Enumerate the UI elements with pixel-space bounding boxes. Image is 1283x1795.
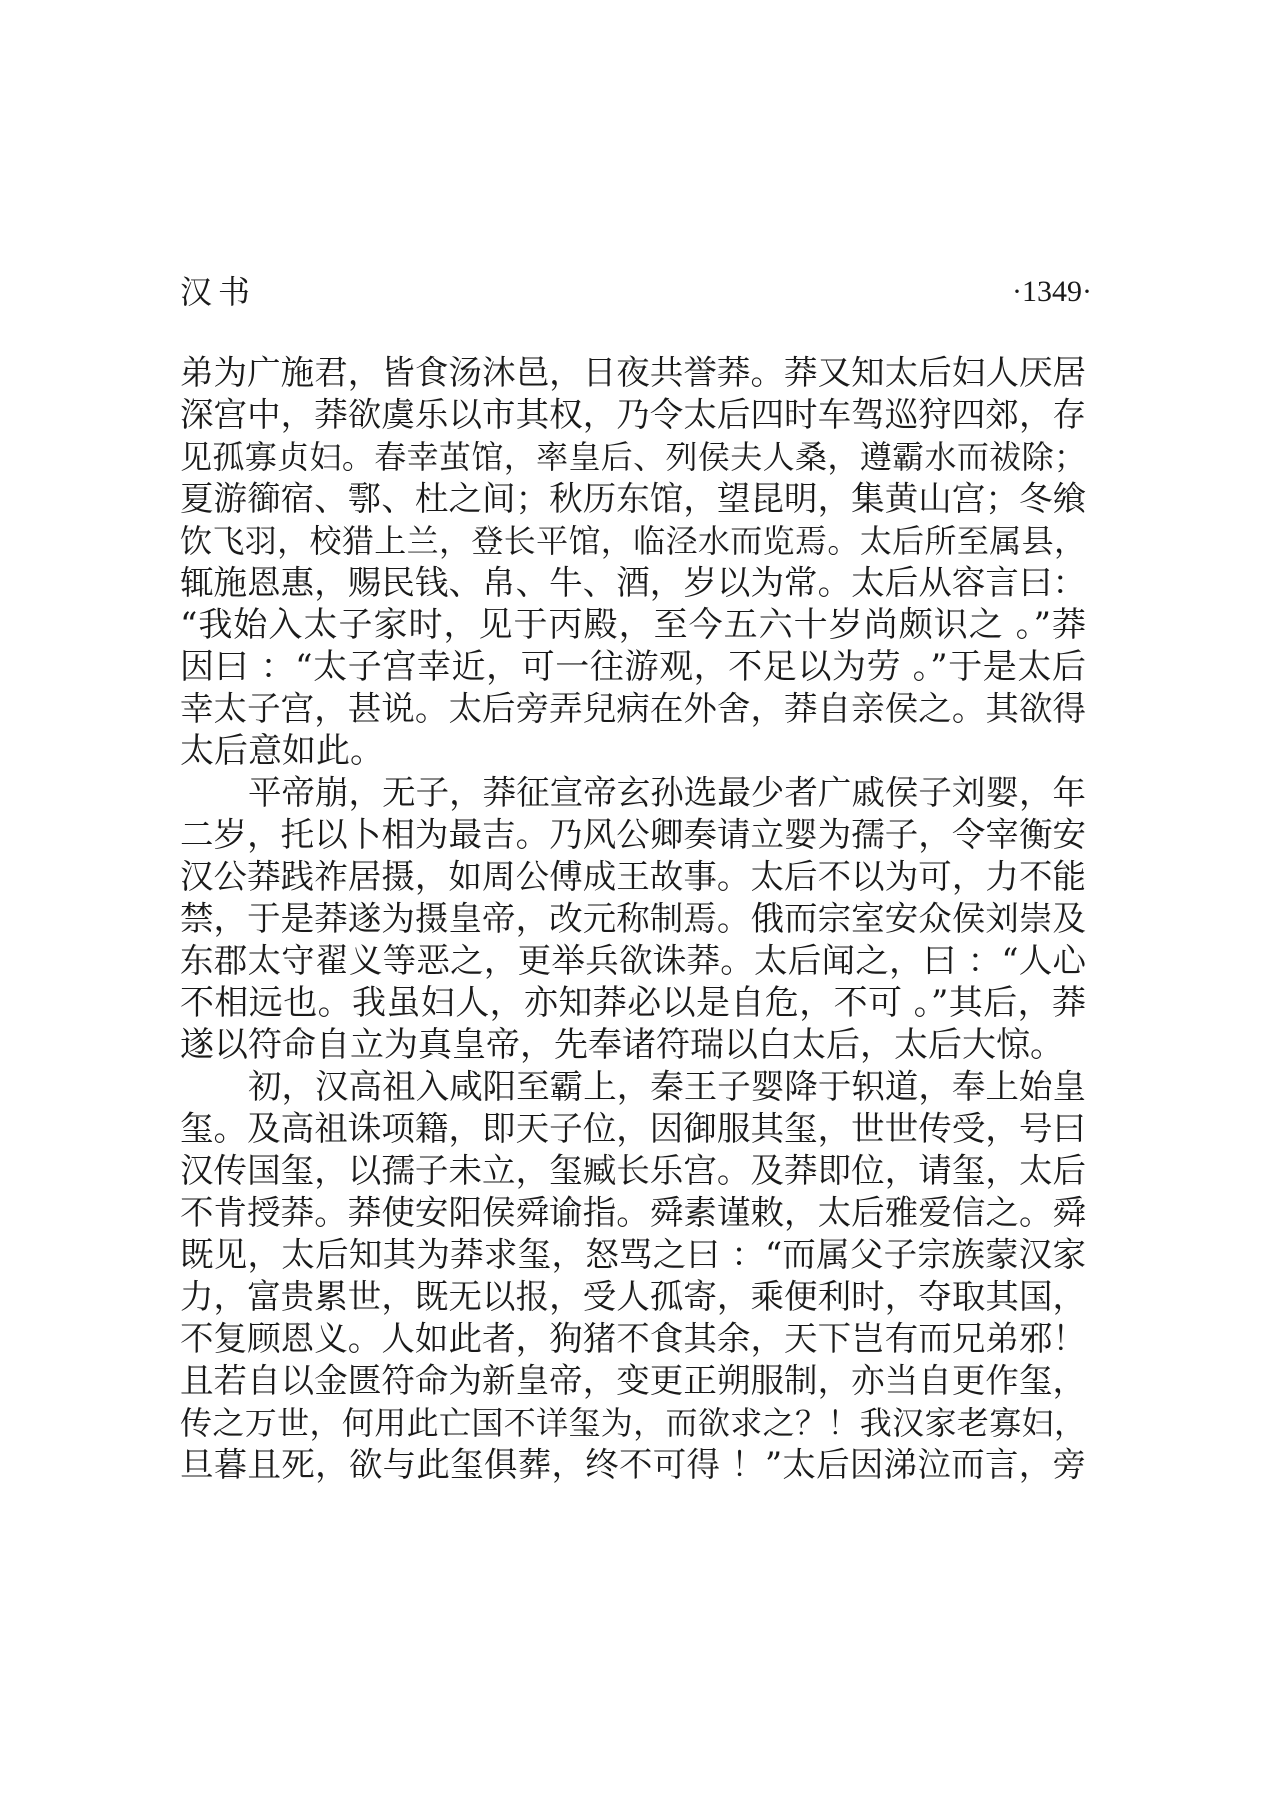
text-line: 平帝崩，无子，莽征宣帝玄孙选最少者广戚侯子刘婴，年 (248, 773, 1086, 812)
text-line: 因曰 ：“太子宫幸近，可一往游观，不足以为劳 。”于是太后 (180, 647, 1086, 687)
text-line: 夏游篽宿、鄠、杜之间；秋历东馆，望昆明，集黄山宫；冬飨 (180, 479, 1086, 518)
text-line: 旦暮且死，欲与此玺俱葬，终不可得 ！”太后因涕泣而言，旁 (180, 1445, 1086, 1484)
page-number: ·1349· (1012, 275, 1092, 308)
text-line: 既见，太后知其为莽求玺，怒骂之曰 ：“而属父子宗族蒙汉家 (180, 1235, 1086, 1274)
text-line: 汉公莽践祚居摄，如周公傅成王故事。太后不以为可，力不能 (180, 857, 1086, 896)
text-line: 传之万世，何用此亡国不详玺为，而欲求之？！我汉家老寡妇， (180, 1404, 1086, 1442)
book-title: 汉书 (180, 273, 257, 311)
text-line: “我始入太子家时，见于丙殿，至今五六十岁尚颇识之 。”莽 (180, 605, 1086, 645)
text-line: 不复顾恩义。人如此者，狗猪不食其余，天下岂有而兄弟邪！ (180, 1319, 1086, 1358)
text-line: 辄施恩惠，赐民钱、帛、牛、酒，岁以为常。太后从容言曰： (180, 563, 1086, 602)
text-line: 玺。及高祖诛项籍，即天子位，因御服其玺，世世传受，号曰 (180, 1109, 1086, 1148)
text-line: 幸太子宫，甚说。太后旁弄兒病在外舍，莽自亲侯之。其欲得 (180, 689, 1086, 728)
text-line: 深宫中，莽欲虞乐以市其权，乃令太后四时车驾巡狩四郊，存 (180, 395, 1086, 434)
text-line: 初，汉高祖入咸阳至霸上，秦王子婴降于轵道，奉上始皇 (248, 1067, 1086, 1106)
text-line: 不相远也。我虽妇人，亦知莽必以是自危，不可 。”其后，莽 (180, 983, 1086, 1023)
page-header (180, 272, 1092, 322)
text-line: 饮飞羽，校猎上兰，登长平馆，临泾水而览焉。太后所至属县， (180, 522, 1086, 560)
text-line: 汉传国玺，以孺子未立，玺臧长乐宫。及莽即位，请玺，太后 (180, 1151, 1086, 1190)
text-line: 力，富贵累世，既无以报，受人孤寄，乘便利时，夺取其国， (180, 1277, 1086, 1316)
text-line: 不肯授莽。莽使安阳侯舜谕指。舜素谨敕，太后雅爱信之。舜 (180, 1193, 1086, 1232)
text-line: 见孤寡贞妇。春幸茧馆，率皇后、列侯夫人桑，遵霸水而祓除； (180, 438, 1086, 476)
text-line: 禁，于是莽遂为摄皇帝，改元称制焉。俄而宗室安众侯刘崇及 (180, 899, 1086, 938)
text-line: 二岁，托以卜相为最吉。乃风公卿奏请立婴为孺子，令宰衡安 (180, 815, 1086, 854)
text-line: 遂以符命自立为真皇帝，先奉诸符瑞以白太后，太后大惊。 (180, 1025, 1064, 1065)
body-text (180, 352, 1086, 1486)
text-line: 太后意如此。 (180, 731, 384, 771)
text-line: 且若自以金匮符命为新皇帝，变更正朔服制，亦当自更作玺， (180, 1361, 1086, 1400)
text-line: 东郡太守翟义等恶之，更举兵欲诛莽。太后闻之，曰 ：“人心 (180, 941, 1086, 980)
text-line: 弟为广施君，皆食汤沐邑，日夜共誉莽。莽又知太后妇人厌居 (180, 353, 1086, 392)
